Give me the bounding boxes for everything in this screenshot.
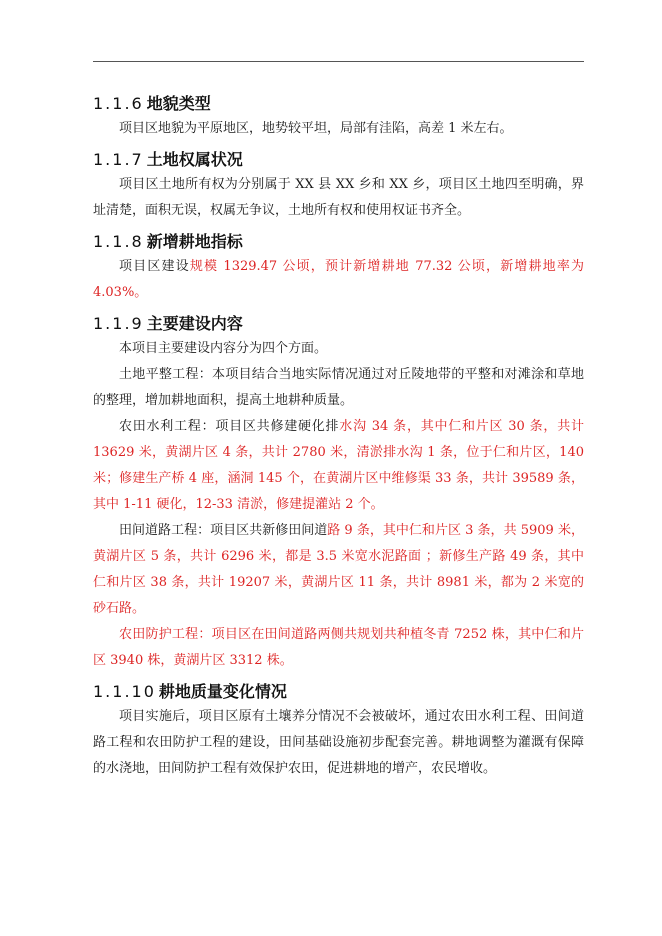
section-heading: [93, 680, 584, 704]
paragraph: [93, 704, 584, 782]
section-title: 地貌类型: [146, 94, 211, 113]
section-1-1-7: [93, 148, 584, 224]
paragraph-text: 项目区地貌为平原地区，地势较平坦，局部有洼陷，高差 1 米左右。: [119, 121, 513, 136]
section-title: 新增耕地指标: [146, 232, 243, 251]
section-1-1-10: [93, 680, 584, 782]
section-number: 1.1.10: [93, 682, 156, 701]
paragraph: [93, 116, 584, 142]
paragraph: [93, 254, 584, 306]
paragraph-text: 田间道路工程：项目区共新修田间道: [119, 523, 328, 538]
section-title: 主要建设内容: [146, 314, 243, 333]
paragraph-red-text: 农田防护工程：项目区在田间道路两侧共规划共种植冬青 7252 株，其中仁和片区 3940 株，黄湖片区 3312 株。: [93, 627, 584, 668]
section-heading: [93, 92, 584, 116]
section-heading: [93, 312, 584, 336]
paragraph-text: 项目实施后，项目区原有土壤养分情况不会被破坏，通过农田水利工程、田间道路工程和农田防护工程的建设，田间基础设施初步配套完善。耕地调整为灌溉有保障的水浇地，田间防护工程有效保护农田，促进耕地的增产，农民增收。: [93, 709, 584, 776]
paragraph-red-text: 路 9 条，其中仁和片区 3 条，共 5909 米，黄湖片区 5 条，共计 6296 米，都是 3.5 米宽水泥路面 ；新修生产路 49 条，其中仁和片区 38 条，共计 19207 米，黄湖片区 11 条，共计 8981 米，都为 2 米宽的砂石路。: [93, 523, 584, 616]
section-number: 1.1.8: [93, 232, 144, 251]
section-heading: [93, 230, 584, 254]
section-number: 1.1.7: [93, 150, 144, 169]
document-body: [93, 92, 584, 782]
header-rule: [93, 61, 584, 62]
paragraph: [93, 622, 584, 674]
paragraph: [93, 518, 584, 622]
paragraph-text: 农田水利工程：项目区共修建硬化排: [119, 419, 340, 434]
paragraph-text: 项目区建设: [119, 259, 190, 274]
paragraph: [93, 362, 584, 414]
section-1-1-6: [93, 92, 584, 142]
paragraph-text: 本项目主要建设内容分为四个方面。: [119, 341, 328, 356]
paragraph-red-text: 水沟 34 条，其中仁和片区 30 条，共计 13629 米，黄湖片区 4 条，共计 2780 米，清淤排水沟 1 条，位于仁和片区，140 米；修建生产桥 4 座，涵洞 145 个，在黄湖片区中维修渠 33 条，共计 39589 条，其中 1-11 硬化，12-33 清淤，修建提灌站 2 个。: [93, 419, 584, 512]
paragraph: [93, 414, 584, 518]
section-1-1-9: [93, 312, 584, 674]
section-title: 土地权属状况: [146, 150, 243, 169]
paragraph-red-text: 规模 1329.47 公顷，预计新增耕地 77.32 公顷，新增耕地率为 4.03%。: [93, 259, 584, 300]
section-1-1-8: [93, 230, 584, 306]
section-heading: [93, 148, 584, 172]
paragraph-text: 土地平整工程：本项目结合当地实际情况通过对丘陵地带的平整和对滩涂和草地的整理，增加耕地面积，提高土地耕种质量。: [93, 367, 584, 408]
section-number: 1.1.9: [93, 314, 144, 333]
section-number: 1.1.6: [93, 94, 144, 113]
paragraph-text: 项目区土地所有权为分别属于 XX 县 XX 乡和 XX 乡，项目区土地四至明确，界址清楚，面积无误，权属无争议，土地所有权和使用权证书齐全。: [93, 177, 584, 218]
section-title: 耕地质量变化情况: [158, 682, 287, 701]
paragraph: [93, 172, 584, 224]
paragraph: [93, 336, 584, 362]
